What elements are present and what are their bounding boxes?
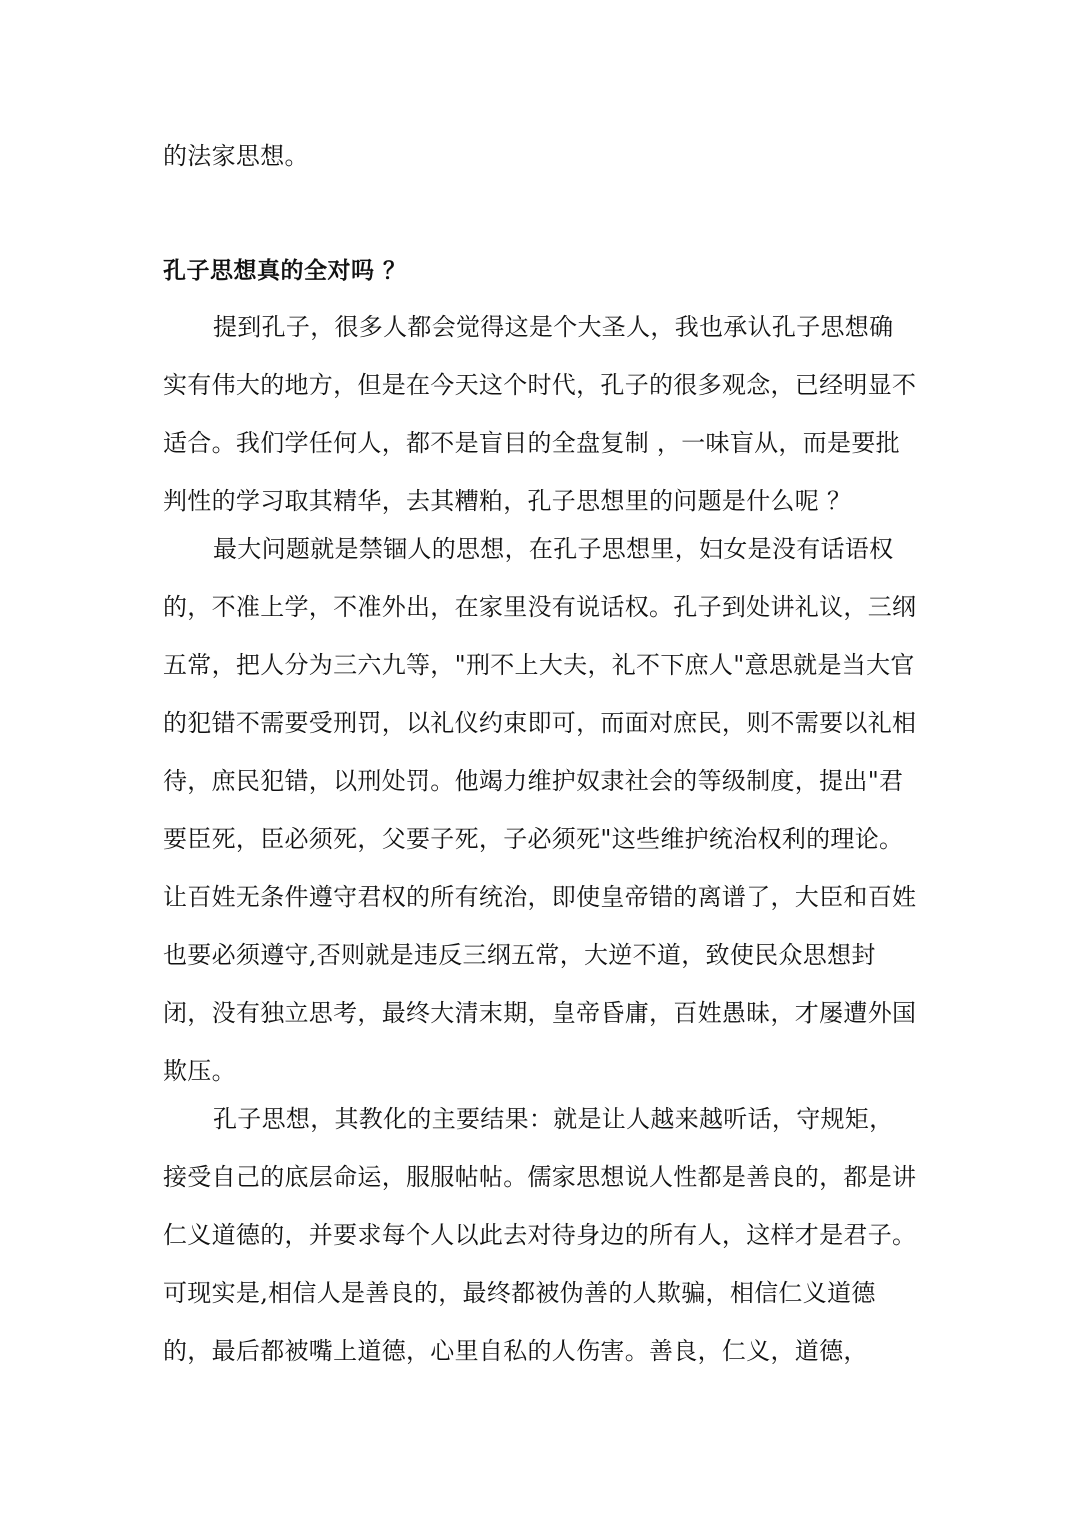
paragraph-1: 提到孔子，很多人都会觉得这是个大圣人，我也承认孔子思想确实有伟大的地方，但是在今天这个时代，孔子的很多观念，已经明显不适合。我们学任何人，都不是盲目的全盘复制 ，一味盲从，而是要批判性的学习取其精华，去其糟粕，孔子思想里的问题是什么呢 ？ xyxy=(163,313,917,515)
section-heading: 孔子思想真的全对吗 ？ xyxy=(163,258,407,284)
intro-line: 的法家思想。 xyxy=(163,142,309,170)
paragraph-3: 孔子思想，其教化的主要结果：就是让人越来越听话，守规矩，接受自己的底层命运，服服帖帖。儒家思想说人性都是善良的，都是讲仁义道德的，并要求每个人以此去对待身边的所有人，这样才是君子。可现实是,相信人是善良的，最终都被伪善的人欺骗，相信仁义道德的，最后都被嘴上道德，心里自私的人伤害。善良，仁义，道德， xyxy=(163,1105,917,1365)
paragraph-2: 最大问题就是禁锢人的思想，在孔子思想里，妇女是没有话语权的，不准上学，不准外出，在家里没有说话权。孔子到处讲礼议，三纲五常，把人分为三六九等，"刑不上大夫，礼不下庶人"意思就是当大官的犯错不需要受刑罚，以礼仪约束即可，而面对庶民，则不需要以礼相待，庶民犯错，以刑处罚。他竭力维护奴隶社会的等级制度，提出"君要臣死，臣必须死，父要子死，子必须死"这些维护统治权利的理论。让百姓无条件遵守君权的所有统治，即使皇帝错的离谱了，大臣和百姓也要必须遵守,否则就是违反三纲五常，大逆不道，致使民众思想封闭，没有独立思考，最终大清末期，皇帝昏庸，百姓愚昧，才屡遭外国欺压。 xyxy=(163,535,917,1085)
